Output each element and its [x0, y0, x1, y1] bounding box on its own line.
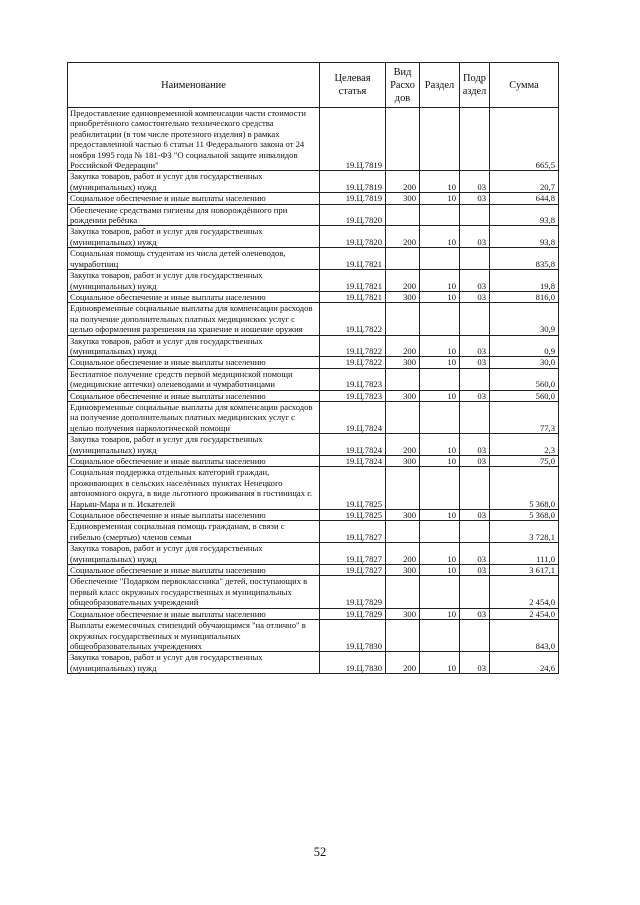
cell-code: 19.Ц.7819 — [320, 193, 386, 204]
cell-name: Предоставление единовременной компенсации части стоимости приобретённого самостоятельно технического средства реабилитации (в том числе протезного изделия) в рамках предоставленной частью 6 статьи 11 Федерального закона от 24 ноября 1995 года № 181-ФЗ "О социальной защите инвалидов Российской Федерации" — [68, 108, 320, 171]
cell-razdel — [420, 204, 460, 226]
cell-summa: 3 617,1 — [490, 565, 559, 576]
cell-code: 19.Ц.7824 — [320, 434, 386, 456]
cell-name: Единовременная социальная помощь гражданам, в связи с гибелью (смертью) членов семьи — [68, 521, 320, 543]
cell-name: Обеспечение средствами гигиены для новорождённого при рождении ребёнка — [68, 204, 320, 226]
table-row — [68, 456, 559, 467]
cell-summa: 2 454,0 — [490, 576, 559, 608]
cell-vid: 300 — [386, 608, 420, 619]
cell-vid: 300 — [386, 565, 420, 576]
table-row — [68, 467, 559, 510]
cell-vid: 300 — [386, 456, 420, 467]
cell-code: 19.Ц.7823 — [320, 390, 386, 401]
cell-vid: 300 — [386, 193, 420, 204]
cell-podr — [460, 204, 490, 226]
cell-podr: 03 — [460, 291, 490, 302]
cell-code: 19.Ц.7827 — [320, 543, 386, 565]
table-row — [68, 390, 559, 401]
cell-name: Единовременные социальные выплаты для компенсации расходов на получение дополнительных платных медицинских услуг с целью получения наркологической помощи — [68, 401, 320, 433]
table-row — [68, 108, 559, 171]
cell-vid: 200 — [386, 652, 420, 674]
cell-name: Социальное обеспечение и иные выплаты населению — [68, 291, 320, 302]
cell-name: Социальное обеспечение и иные выплаты населению — [68, 608, 320, 619]
cell-name: Бесплатное получение средств первой медицинской помощи (медицинские аптечки) оленеводами и чумработницами — [68, 368, 320, 390]
cell-summa: 5 368,0 — [490, 467, 559, 510]
cell-summa: 644,8 — [490, 193, 559, 204]
cell-name: Социальная помощь студентам из числа детей оленеводов, чумработниц — [68, 248, 320, 270]
cell-podr — [460, 576, 490, 608]
cell-name: Социальное обеспечение и иные выплаты населению — [68, 456, 320, 467]
cell-podr: 03 — [460, 608, 490, 619]
cell-razdel — [420, 108, 460, 171]
cell-razdel: 10 — [420, 456, 460, 467]
cell-vid: 200 — [386, 543, 420, 565]
table-row — [68, 652, 559, 674]
cell-summa: 843,0 — [490, 620, 559, 652]
cell-razdel — [420, 248, 460, 270]
cell-razdel — [420, 368, 460, 390]
cell-summa: 560,0 — [490, 390, 559, 401]
cell-vid — [386, 204, 420, 226]
cell-podr: 03 — [460, 171, 490, 193]
table-row — [68, 171, 559, 193]
cell-name: Закупка товаров, работ и услуг для государственных (муниципальных) нужд — [68, 434, 320, 456]
cell-vid — [386, 108, 420, 171]
budget-table-container — [67, 62, 558, 674]
cell-code: 19.Ц.7822 — [320, 303, 386, 335]
cell-vid — [386, 401, 420, 433]
cell-podr: 03 — [460, 565, 490, 576]
cell-podr: 03 — [460, 390, 490, 401]
cell-vid: 200 — [386, 226, 420, 248]
cell-vid — [386, 521, 420, 543]
cell-vid: 200 — [386, 171, 420, 193]
cell-podr — [460, 303, 490, 335]
cell-summa: 0,9 — [490, 335, 559, 357]
cell-vid — [386, 248, 420, 270]
cell-podr — [460, 401, 490, 433]
table-header-row — [68, 63, 559, 108]
header-razdel: Раздел — [420, 63, 460, 108]
cell-summa: 5 368,0 — [490, 510, 559, 521]
cell-razdel: 10 — [420, 270, 460, 292]
table-row — [68, 248, 559, 270]
cell-razdel: 10 — [420, 565, 460, 576]
cell-podr — [460, 108, 490, 171]
cell-podr: 03 — [460, 270, 490, 292]
cell-summa: 77,3 — [490, 401, 559, 433]
cell-razdel — [420, 401, 460, 433]
cell-razdel: 10 — [420, 291, 460, 302]
cell-name: Социальное обеспечение и иные выплаты населению — [68, 193, 320, 204]
cell-code: 19.Ц.7825 — [320, 467, 386, 510]
cell-summa: 75,0 — [490, 456, 559, 467]
cell-code: 19.Ц.7821 — [320, 291, 386, 302]
cell-code: 19.Ц.7823 — [320, 368, 386, 390]
cell-razdel: 10 — [420, 510, 460, 521]
table-row — [68, 401, 559, 433]
cell-name: Выплаты ежемесячных стипендий обучающимся "на отлично" в окружных государственных и муниципальных общеобразовательных учреждениях — [68, 620, 320, 652]
cell-podr: 03 — [460, 543, 490, 565]
table-row — [68, 620, 559, 652]
cell-summa: 19,8 — [490, 270, 559, 292]
cell-name: Закупка товаров, работ и услуг для государственных (муниципальных) нужд — [68, 652, 320, 674]
table-row — [68, 204, 559, 226]
cell-summa: 3 728,1 — [490, 521, 559, 543]
cell-podr — [460, 368, 490, 390]
table-row — [68, 335, 559, 357]
table-row — [68, 291, 559, 302]
cell-summa: 2,3 — [490, 434, 559, 456]
cell-vid: 200 — [386, 335, 420, 357]
cell-summa: 93,8 — [490, 226, 559, 248]
table-row — [68, 576, 559, 608]
cell-razdel — [420, 521, 460, 543]
cell-podr: 03 — [460, 652, 490, 674]
table-row — [68, 543, 559, 565]
cell-name: Единовременные социальные выплаты для компенсации расходов на получение дополнительных платных медицинских услуг с целью оформления разрешения на хранение и ношение оружия — [68, 303, 320, 335]
header-summa: Сумма — [490, 63, 559, 108]
cell-code: 19.Ц.7820 — [320, 226, 386, 248]
cell-name: Социальное обеспечение и иные выплаты населению — [68, 565, 320, 576]
budget-table — [67, 62, 559, 674]
cell-vid — [386, 368, 420, 390]
cell-code: 19.Ц.7822 — [320, 357, 386, 368]
cell-razdel: 10 — [420, 193, 460, 204]
cell-podr: 03 — [460, 193, 490, 204]
cell-name: Социальное обеспечение и иные выплаты населению — [68, 357, 320, 368]
cell-razdel: 10 — [420, 171, 460, 193]
cell-razdel: 10 — [420, 652, 460, 674]
table-row — [68, 303, 559, 335]
cell-name: Закупка товаров, работ и услуг для государственных (муниципальных) нужд — [68, 226, 320, 248]
table-row — [68, 226, 559, 248]
cell-code: 19.Ц.7830 — [320, 652, 386, 674]
cell-podr — [460, 620, 490, 652]
cell-code: 19.Ц.7827 — [320, 521, 386, 543]
cell-summa: 20,7 — [490, 171, 559, 193]
table-row — [68, 270, 559, 292]
cell-vid — [386, 467, 420, 510]
cell-vid: 300 — [386, 291, 420, 302]
cell-name: Закупка товаров, работ и услуг для государственных (муниципальных) нужд — [68, 543, 320, 565]
cell-vid: 200 — [386, 434, 420, 456]
cell-summa: 93,8 — [490, 204, 559, 226]
cell-code: 19.Ц.7821 — [320, 270, 386, 292]
cell-vid: 300 — [386, 357, 420, 368]
header-podr: Подр аздел — [460, 63, 490, 108]
page-number: 52 — [313, 845, 327, 859]
table-row — [68, 357, 559, 368]
cell-code: 19.Ц.7827 — [320, 565, 386, 576]
cell-vid: 300 — [386, 510, 420, 521]
cell-name: Социальное обеспечение и иные выплаты населению — [68, 510, 320, 521]
table-row — [68, 510, 559, 521]
cell-name: Закупка товаров, работ и услуг для государственных (муниципальных) нужд — [68, 335, 320, 357]
cell-code: 19.Ц.7824 — [320, 401, 386, 433]
cell-razdel — [420, 576, 460, 608]
cell-podr: 03 — [460, 357, 490, 368]
cell-podr: 03 — [460, 335, 490, 357]
cell-name: Социальное обеспечение и иные выплаты населению — [68, 390, 320, 401]
table-row — [68, 434, 559, 456]
table-body — [68, 108, 559, 674]
cell-code: 19.Ц.7819 — [320, 171, 386, 193]
cell-summa: 2 454,0 — [490, 608, 559, 619]
table-row — [68, 608, 559, 619]
cell-razdel: 10 — [420, 226, 460, 248]
cell-razdel: 10 — [420, 390, 460, 401]
cell-razdel: 10 — [420, 608, 460, 619]
cell-code: 19.Ц.7824 — [320, 456, 386, 467]
cell-vid — [386, 576, 420, 608]
cell-summa: 816,0 — [490, 291, 559, 302]
cell-name: Социальная поддержка отдельных категорий граждан, проживающих в сельских населённых пунктах Ненецкого автономного округа, в виде льготного проживания в гостиницах г. Нарьян-Мара и п. Искателей — [68, 467, 320, 510]
cell-code: 19.Ц.7830 — [320, 620, 386, 652]
cell-vid — [386, 620, 420, 652]
cell-vid: 300 — [386, 390, 420, 401]
cell-podr: 03 — [460, 456, 490, 467]
cell-code: 19.Ц.7829 — [320, 576, 386, 608]
table-row — [68, 368, 559, 390]
table-row — [68, 565, 559, 576]
cell-code: 19.Ц.7820 — [320, 204, 386, 226]
header-code: Целевая статья — [320, 63, 386, 108]
cell-summa: 111,0 — [490, 543, 559, 565]
cell-podr — [460, 467, 490, 510]
cell-podr: 03 — [460, 510, 490, 521]
cell-razdel — [420, 620, 460, 652]
cell-code: 19.Ц.7829 — [320, 608, 386, 619]
cell-razdel: 10 — [420, 335, 460, 357]
cell-podr — [460, 248, 490, 270]
cell-code: 19.Ц.7819 — [320, 108, 386, 171]
cell-razdel: 10 — [420, 543, 460, 565]
cell-vid: 200 — [386, 270, 420, 292]
cell-razdel: 10 — [420, 357, 460, 368]
table-row — [68, 521, 559, 543]
cell-name: Обеспечение "Подарком первоклассника" детей, поступающих в первый класс окружных государственных и муниципальных общеобразовательных учреждений — [68, 576, 320, 608]
cell-summa: 560,0 — [490, 368, 559, 390]
cell-summa: 665,5 — [490, 108, 559, 171]
cell-razdel: 10 — [420, 434, 460, 456]
cell-code: 19.Ц.7822 — [320, 335, 386, 357]
cell-podr: 03 — [460, 434, 490, 456]
cell-vid — [386, 303, 420, 335]
cell-summa: 30,0 — [490, 357, 559, 368]
cell-podr — [460, 521, 490, 543]
cell-name: Закупка товаров, работ и услуг для государственных (муниципальных) нужд — [68, 270, 320, 292]
cell-name: Закупка товаров, работ и услуг для государственных (муниципальных) нужд — [68, 171, 320, 193]
cell-summa: 835,8 — [490, 248, 559, 270]
cell-summa: 24,6 — [490, 652, 559, 674]
header-name: Наименование — [68, 63, 320, 108]
cell-podr: 03 — [460, 226, 490, 248]
cell-code: 19.Ц.7821 — [320, 248, 386, 270]
cell-razdel — [420, 467, 460, 510]
table-row — [68, 193, 559, 204]
cell-razdel — [420, 303, 460, 335]
header-vid: Вид Расхо дов — [386, 63, 420, 108]
cell-code: 19.Ц.7825 — [320, 510, 386, 521]
cell-summa: 30,9 — [490, 303, 559, 335]
